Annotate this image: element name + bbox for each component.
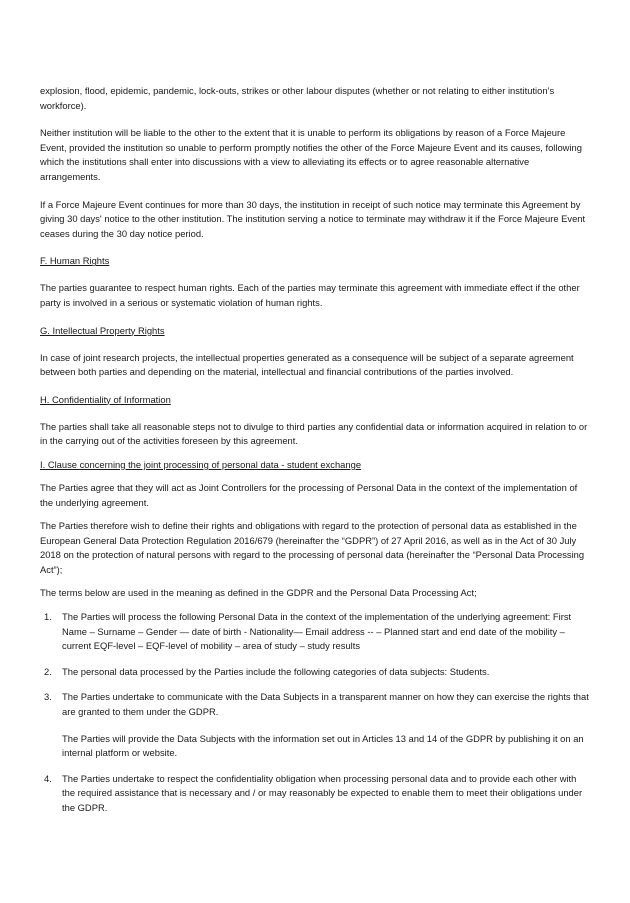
human-rights-body: The parties guarantee to respect human rights. Each of the parties may terminate this agreement with immediate effect if the other party is involved in a serious or systematic violation of human rights. <box>40 282 580 308</box>
list-item-text: The Parties undertake to respect the confidentiality obligation when processing personal data and to provide each other with the required assistance that is necessary and / or may reasonably be expected to enable them to meet their obligations under the GDPR. <box>62 772 583 813</box>
list-item-number: 4. <box>44 772 52 784</box>
list-item <box>40 610 590 654</box>
heading-confidentiality: H. Confidentiality of Information <box>40 393 171 405</box>
heading-ip-rights: G. Intellectual Property Rights <box>40 324 165 336</box>
list-item-text: The Parties will process the following Personal Data in the context of the implementation of the underlying agreement: First Name – Surname – Gender — date of birth - Nationality— Email address -- – Planned start and end date of the mobility – current EQF-level – EQF-level of mobility – area of study – study results <box>62 611 572 652</box>
personal-data-body-3: The terms below are used in the meaning as defined in the GDPR and the Personal Data Processing Act; <box>40 587 477 599</box>
ip-rights-body: In case of joint research projects, the intellectual properties generated as a consequence will be subject of a separate agreement between both parties and depending on the material, intellectual and financial contributions of the parties involved. <box>40 351 574 378</box>
list-item-text: The Parties undertake to communicate with the Data Subjects in a transparent manner on how they can exercise the rights that are granted to them under the GDPR. <box>62 691 589 718</box>
list-item-subtext: The Parties will provide the Data Subjects with the information set out in Articles 13 and 14 of the GDPR by publishing it on an internal platform or website. <box>62 732 584 759</box>
list-item <box>40 665 590 680</box>
list-item-text: The personal data processed by the Parties include the following categories of data subjects: Students. <box>62 665 490 677</box>
list-item <box>40 772 590 816</box>
list-item-number: 3. <box>44 691 52 703</box>
force-majeure-termination: If a Force Majeure Event continues for more than 30 days, the institution in receipt of such notice may terminate this Agreement by giving 30 days' notice to the other institution. The institution serving a notice to terminate may withdraw it if the Force Majeure Event ceases during the 30 day notice period. <box>40 198 586 239</box>
force-majeure-continuation: explosion, flood, epidemic, pandemic, lock-outs, strikes or other labour disputes (whether or not relating to either institution’s workforce). <box>40 85 555 111</box>
force-majeure-liability: Neither institution will be liable to the other to the extent that it is unable to perform its obligations by reason of a Force Majeure Event, provided the institution so unable to perform promptly notifies the other of the Force Majeure Event and its causes, following which the institutions shall enter into discussions with a view to alleviating its effects or to agree reasonable alternative arrangements. <box>40 127 582 182</box>
heading-human-rights: F. Human Rights <box>40 255 110 267</box>
gdpr-terms-list <box>40 610 590 816</box>
list-item-number: 1. <box>44 611 52 623</box>
confidentiality-body: The parties shall take all reasonable steps not to divulge to third parties any confidential data or information acquired in relation to or in the carrying out of the activities foreseen by this agreement. <box>40 420 588 447</box>
list-item-number: 2. <box>44 665 52 677</box>
personal-data-body-2: The Parties therefore wish to define their rights and obligations with regard to the protection of personal data as established in the European General Data Protection Regulation 2016/679 (hereinafter the “GDPR”) of 27 April 2016, as well as in the Act of 30 July 2018 on the protection of natural persons with regard to the processing of personal data (hereinafter the “Personal Data Processing Act”); <box>40 520 585 575</box>
heading-personal-data: I. Clause concerning the joint processing of personal data - student exchange <box>40 458 362 470</box>
list-item <box>40 690 590 760</box>
personal-data-body-1: The Parties agree that they will act as Joint Controllers for the processing of Personal Data in the context of the implementation of the underlying agreement. <box>40 481 578 508</box>
